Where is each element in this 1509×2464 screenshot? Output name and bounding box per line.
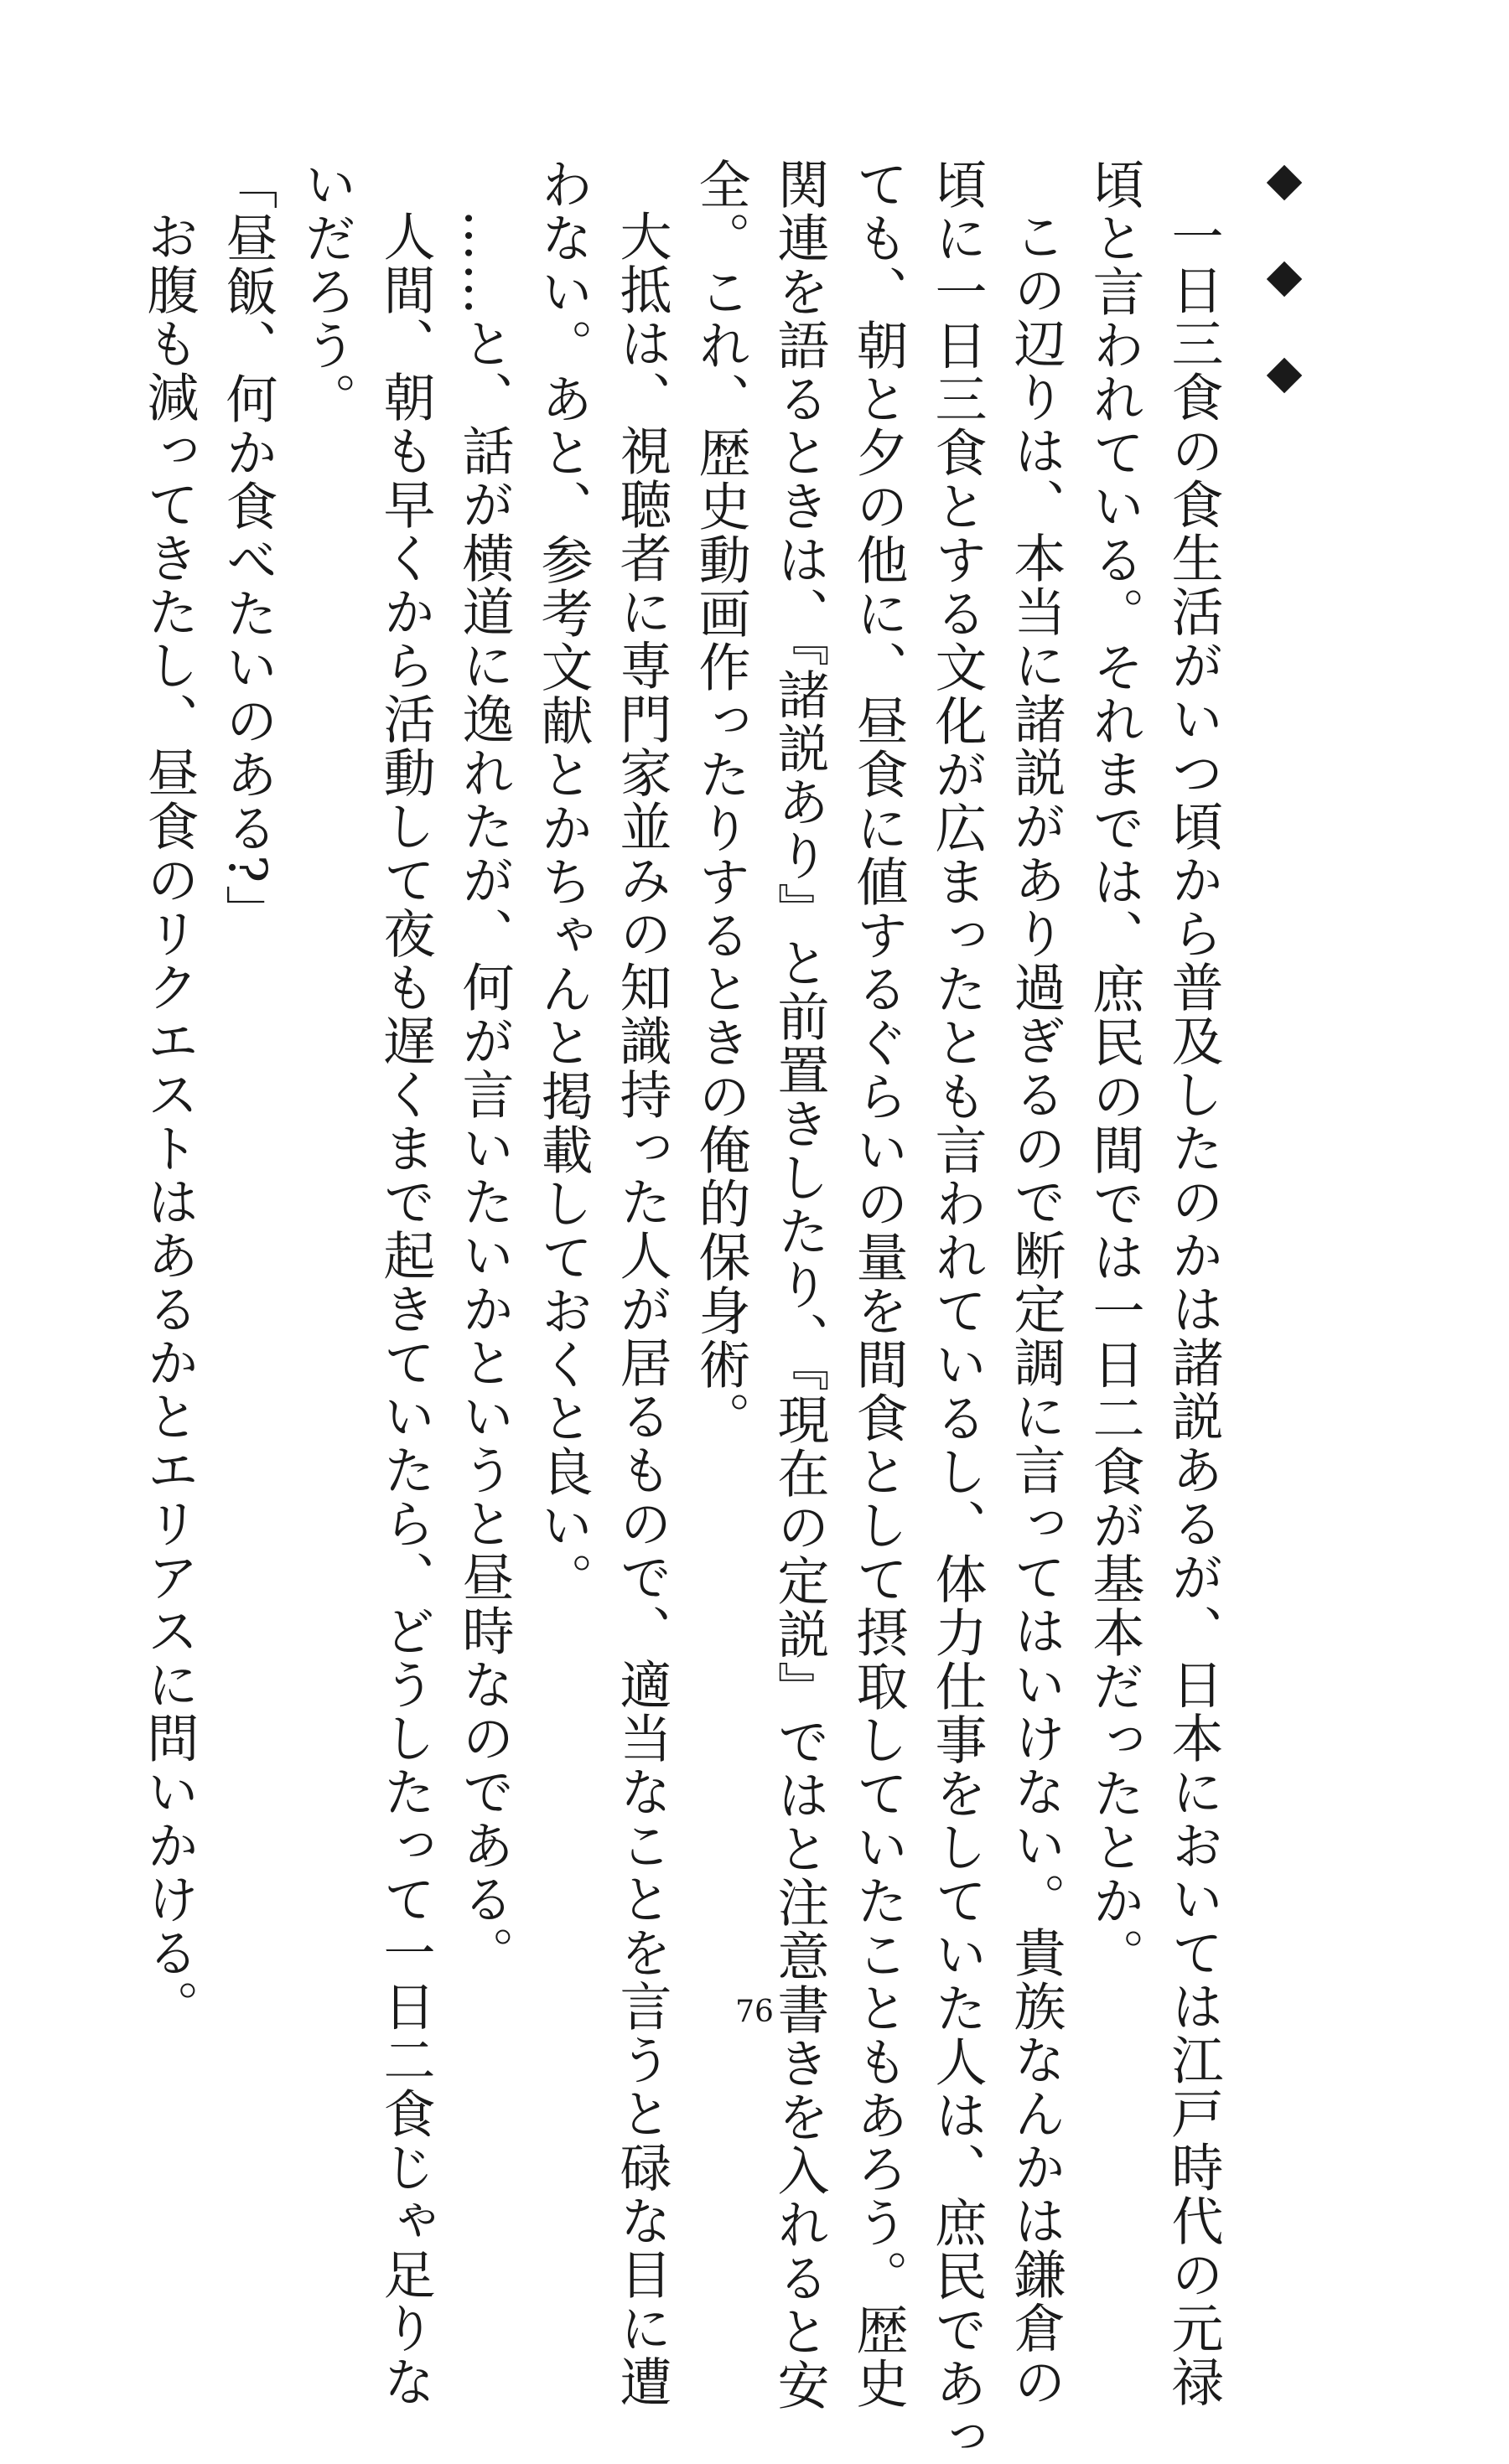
- diamond-icon: [1267, 358, 1302, 393]
- text-line: この辺りは、本当に諸説があり過ぎるので断定調に言ってはいけない。貴族なんかは鎌倉の: [1005, 210, 1066, 2409]
- text-line: わない。あと、参考文献とかちゃんと掲載しておくと良い。: [532, 158, 594, 1606]
- diamond-icon: [1267, 165, 1302, 200]
- text-line: お腹も減ってきたし、昼食のリクエストはあるかとエリアスに問いかける。: [138, 210, 200, 2033]
- text-line: いだろう。: [296, 158, 357, 426]
- text-line: 一日三食の食生活がいつ頃から普及したのかは諸説あるが、日本においては江戸時代の元禄: [1163, 210, 1224, 2409]
- text-line: 大抵は、視聴者に専門家並みの知識持った人が居るもので、適当なことを言うと碌な目に遭: [611, 210, 672, 2409]
- text-line: 全。これ、歴史動画作ったりするときの俺的保身術。: [690, 158, 751, 1445]
- dialogue-line: 「昼飯、何か食べたいのある?」: [217, 158, 278, 939]
- text-line: ……と、話が横道に逸れたが、何が言いたいかというと昼時なのである。: [454, 210, 515, 1980]
- text-line: 頃と言われている。それまでは、庶民の間では一日二食が基本だったとか。: [1084, 158, 1145, 1981]
- text-line: 人間、朝も早くから活動して夜も遅くまで起きていたら、どうしたって一日二食じゃ足りな: [375, 210, 436, 2409]
- text-line: 関連を語るときは、『諸説あり』と前置きしたり、『現在の定説』ではと注意書きを入れると安: [769, 158, 830, 2412]
- text-line: ても、朝と夕の他に、昼食に値するぐらいの量を間食として摂取していたこともあろう。歴史: [848, 158, 909, 2410]
- page-number: 76: [735, 1995, 774, 2029]
- diamond-icon: [1267, 261, 1302, 297]
- section-separator: [1259, 158, 1309, 447]
- text-line: 頃に一日三食とする文化が広まったとも言われているし、体力仕事をしていた人は、庶民であっ: [926, 158, 988, 2464]
